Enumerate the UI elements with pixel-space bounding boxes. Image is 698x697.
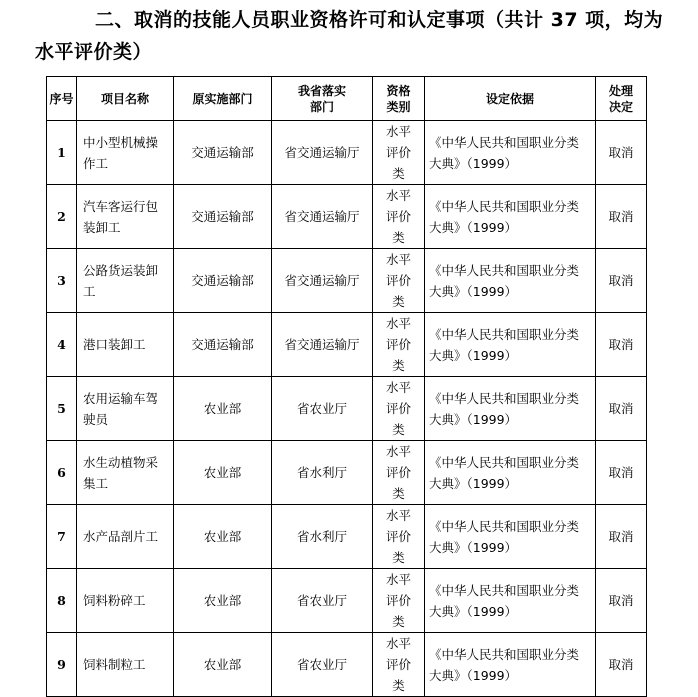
row-basis: 《中华人民共和国职业分类大典》（1999）	[425, 313, 596, 377]
row-basis: 《中华人民共和国职业分类大典》（1999）	[425, 121, 596, 185]
table-row	[47, 633, 647, 697]
row-item-name: 水产品剖片工	[77, 505, 174, 569]
row-item-name: 饲料制粒工	[77, 633, 174, 697]
row-item-name: 中小型机械操作工	[77, 121, 174, 185]
row-dept: 农业部	[174, 377, 272, 441]
row-seq: 3	[47, 249, 77, 313]
row-dept: 交通运输部	[174, 313, 272, 377]
row-category: 水平评价类	[373, 569, 425, 633]
row-basis: 《中华人民共和国职业分类大典》（1999）	[425, 633, 596, 697]
row-seq: 9	[47, 633, 77, 697]
row-seq: 4	[47, 313, 77, 377]
row-dept: 交通运输部	[174, 121, 272, 185]
table-row	[47, 313, 647, 377]
header-name: 项目名称	[77, 77, 174, 121]
section-title: 二、取消的技能人员职业资格许可和认定事项（共计 37 项，均为水平评价类）	[35, 9, 664, 63]
row-seq: 2	[47, 185, 77, 249]
row-local-dept: 省交通运输厅	[272, 313, 373, 377]
row-category: 水平评价类	[373, 633, 425, 697]
row-category: 水平评价类	[373, 505, 425, 569]
row-local-dept: 省农业厅	[272, 633, 373, 697]
row-category: 水平评价类	[373, 185, 425, 249]
table-row	[47, 569, 647, 633]
row-dept: 交通运输部	[174, 185, 272, 249]
row-category: 水平评价类	[373, 313, 425, 377]
row-category: 水平评价类	[373, 249, 425, 313]
row-local-dept: 省水利厅	[272, 441, 373, 505]
row-decision: 取消	[596, 249, 647, 313]
row-item-name: 饲料粉碎工	[77, 569, 174, 633]
row-basis: 《中华人民共和国职业分类大典》（1999）	[425, 441, 596, 505]
row-dept: 农业部	[174, 633, 272, 697]
row-basis: 《中华人民共和国职业分类大典》（1999）	[425, 505, 596, 569]
row-basis: 《中华人民共和国职业分类大典》（1999）	[425, 185, 596, 249]
row-local-dept: 省交通运输厅	[272, 249, 373, 313]
header-decision: 处理决定	[596, 77, 647, 121]
row-decision: 取消	[596, 633, 647, 697]
row-category: 水平评价类	[373, 121, 425, 185]
row-dept: 农业部	[174, 441, 272, 505]
row-category: 水平评价类	[373, 377, 425, 441]
row-basis: 《中华人民共和国职业分类大典》（1999）	[425, 569, 596, 633]
row-dept: 农业部	[174, 569, 272, 633]
table-row	[47, 377, 647, 441]
table-row	[47, 441, 647, 505]
row-item-name: 汽车客运行包装卸工	[77, 185, 174, 249]
row-basis: 《中华人民共和国职业分类大典》（1999）	[425, 249, 596, 313]
row-seq: 5	[47, 377, 77, 441]
row-local-dept: 省农业厅	[272, 377, 373, 441]
row-decision: 取消	[596, 121, 647, 185]
row-local-dept: 省交通运输厅	[272, 185, 373, 249]
row-seq: 6	[47, 441, 77, 505]
table-row	[47, 505, 647, 569]
row-seq: 1	[47, 121, 77, 185]
row-decision: 取消	[596, 185, 647, 249]
table-row	[47, 121, 647, 185]
cancelled-items-table	[46, 76, 647, 697]
row-item-name: 公路货运装卸工	[77, 249, 174, 313]
row-local-dept: 省交通运输厅	[272, 121, 373, 185]
header-category: 资格类别	[373, 77, 425, 121]
table-header-row	[47, 77, 647, 121]
header-basis: 设定依据	[425, 77, 596, 121]
header-dept: 原实施部门	[174, 77, 272, 121]
row-local-dept: 省水利厅	[272, 505, 373, 569]
row-seq: 8	[47, 569, 77, 633]
row-item-name: 港口装卸工	[77, 313, 174, 377]
table-row	[47, 185, 647, 249]
row-decision: 取消	[596, 569, 647, 633]
row-decision: 取消	[596, 441, 647, 505]
row-dept: 交通运输部	[174, 249, 272, 313]
row-item-name: 农用运输车驾驶员	[77, 377, 174, 441]
header-local-dept: 我省落实部门	[272, 77, 373, 121]
table-row	[47, 249, 647, 313]
row-dept: 农业部	[174, 505, 272, 569]
header-seq: 序号	[47, 77, 77, 121]
row-decision: 取消	[596, 505, 647, 569]
row-category: 水平评价类	[373, 441, 425, 505]
row-decision: 取消	[596, 313, 647, 377]
row-seq: 7	[47, 505, 77, 569]
row-basis: 《中华人民共和国职业分类大典》（1999）	[425, 377, 596, 441]
row-local-dept: 省农业厅	[272, 569, 373, 633]
row-item-name: 水生动植物采集工	[77, 441, 174, 505]
row-decision: 取消	[596, 377, 647, 441]
